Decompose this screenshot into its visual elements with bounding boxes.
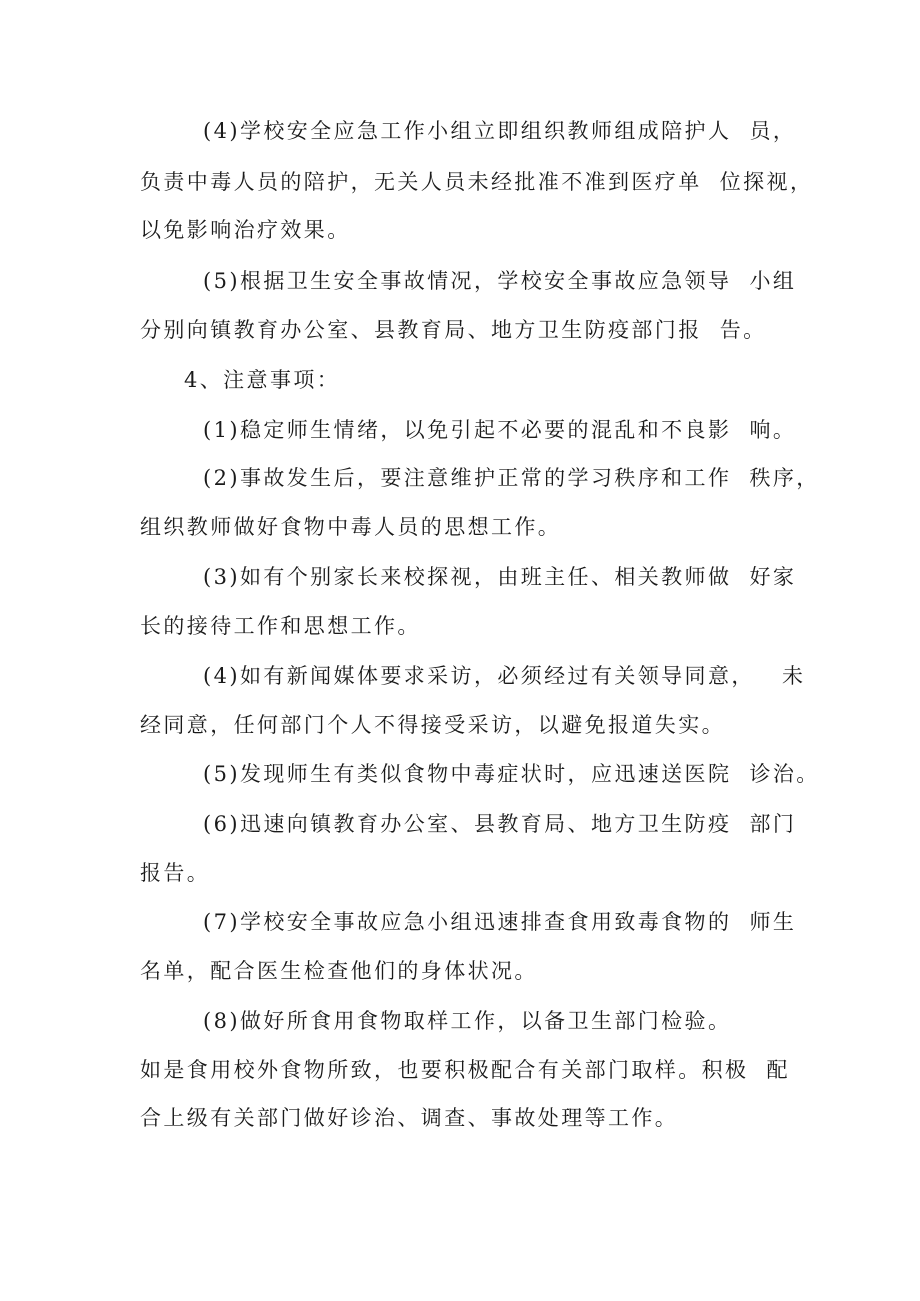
text-line: 长的接待工作和思想工作。 xyxy=(140,614,421,638)
text-line: (7)学校安全事故应急小组迅速排查食用致毒食物的 师生 xyxy=(203,910,797,934)
text-line: 负责中毒人员的陪护，无关人员未经批准不准到医疗单 位探视， xyxy=(140,170,814,194)
text-line: (1)稳定师生情绪，以免引起不必要的混乱和不良影 响。 xyxy=(203,418,797,442)
text-line: 分别向镇教育办公室、县教育局、地方卫生防疫部门报 告。 xyxy=(140,318,767,342)
text-line: (2)事故发生后，要注意维护正常的学习秩序和工作 秩序， xyxy=(203,466,820,490)
text-line: 合上级有关部门做好诊治、调查、事故处理等工作。 xyxy=(140,1106,679,1130)
text-line: (4)学校安全应急工作小组立即组织教师组成陪护人 员， xyxy=(203,119,797,143)
text-line: (4)如有新闻媒体要求采访，必须经过有关领导同意， 未 xyxy=(203,664,806,688)
text-line: (8)做好所食用食物取样工作，以备卫生部门检验。 xyxy=(203,1009,732,1033)
text-line: 经同意，任何部门个人不得接受采访，以避免报道失实。 xyxy=(140,713,725,737)
text-line: 报告。 xyxy=(140,861,211,885)
text-line: 名单，配合医生检查他们的身体状况。 xyxy=(140,959,538,983)
text-line: 以免影响治疗效果。 xyxy=(140,218,351,242)
text-line: (6)迅速向镇教育办公室、县教育局、地方卫生防疫 部门 xyxy=(203,812,797,836)
text-line: (5)发现师生有类似食物中毒症状时，应迅速送医院 诊治。 xyxy=(203,762,820,786)
text-line: 组织教师做好食物中毒人员的思想工作。 xyxy=(140,515,562,539)
text-line: (3)如有个别家长来校探视，由班主任、相关教师做 好家 xyxy=(203,565,797,589)
text-line: 如是食用校外食物所致，也要积极配合有关部门取样。积极 配 xyxy=(140,1058,790,1082)
text-line: (5)根据卫生安全事故情况，学校安全事故应急领导 小组 xyxy=(203,269,797,293)
section-heading: 4、注意事项： xyxy=(184,368,341,392)
